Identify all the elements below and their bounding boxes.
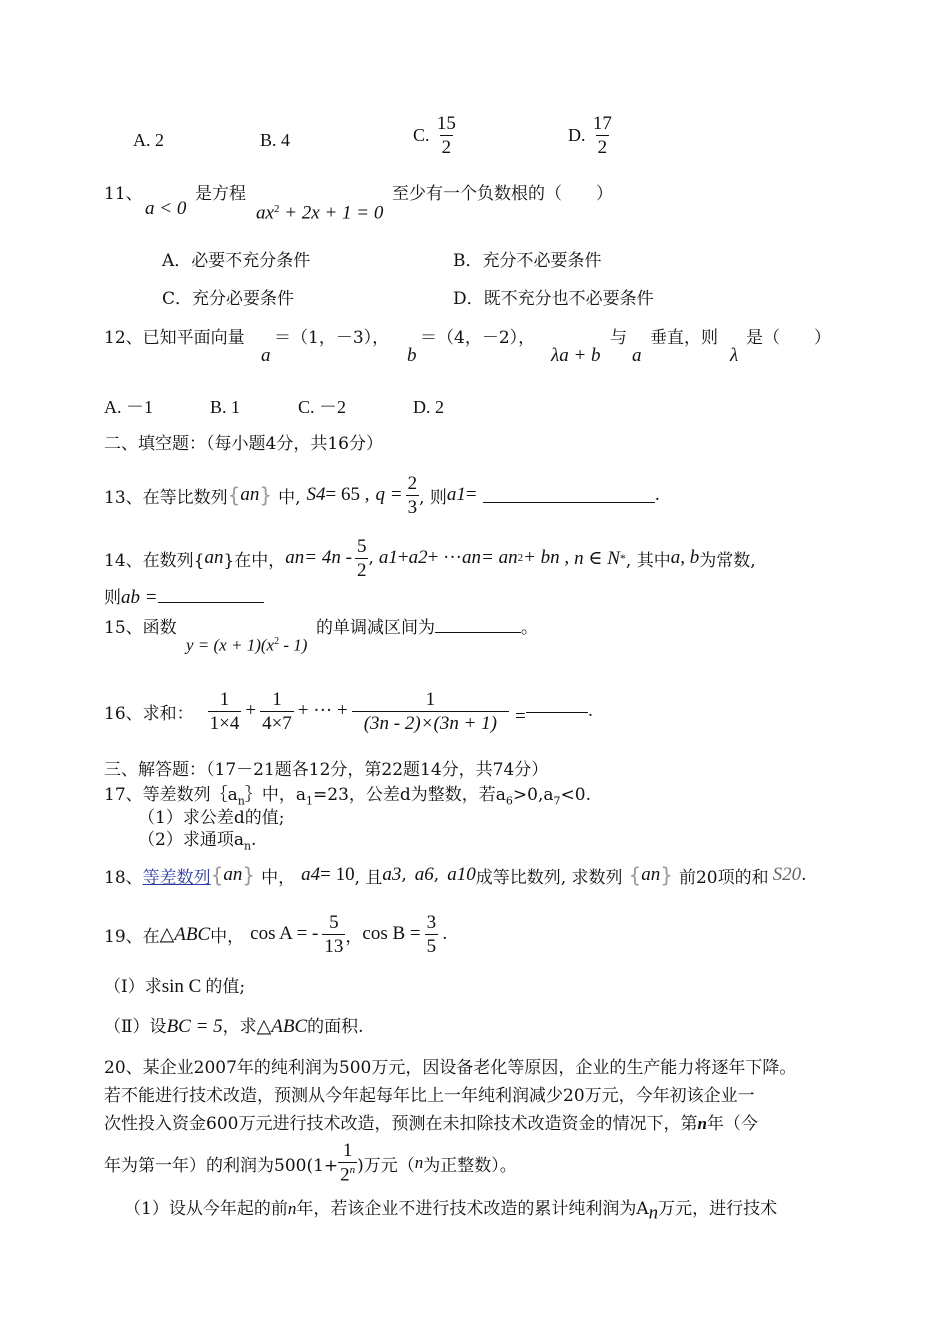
q11-option-c [162,288,294,310]
q13-seq: a [240,484,250,505]
q15-func-exp: 2 [274,636,280,647]
q18-a4: a [301,864,311,885]
q20-line5-c: 万元，进行技术 [658,1199,778,1219]
q16-term3 [352,690,509,733]
q18-number: 18、 [104,867,143,888]
q12-option-a-text: A. －1 [104,397,153,417]
q15-number-text: 15、函数 [104,618,177,638]
q16-term1-num: 1 [219,688,230,710]
q20-line5-b: 年，若该企业不进行技术改造的累计纯利润为A [296,1199,649,1219]
q18-a6-sub: 6 [424,864,434,885]
q12-vector-a-symbol: a [261,345,271,366]
q11-text1 [195,183,246,205]
q18-brace-close-2: } [660,863,673,887]
q13-line [104,472,660,518]
q19-mid: 中， [210,926,245,947]
q16-line [104,686,593,736]
q12-option-a [104,396,153,419]
q14-sum-eq: = an [481,547,518,568]
q18-a4-sub: 4 [310,864,321,885]
q19-b-fraction [425,913,439,956]
q14-ab2: ab = [121,587,158,608]
q14-sum-a2-sub: 2 [418,547,428,568]
q12-option-d-text: D. 2 [413,397,444,417]
q10-d-denominator: 2 [597,137,608,158]
q15-func-end: - 1) [279,635,308,655]
q20-line4-a: 年为第一年）的利润为500(1+ [104,1155,339,1176]
q19-part2-b: ，求 [222,1017,257,1037]
q14-sum-rest: + bn , [523,547,570,568]
q18-mid: 中， [261,867,296,888]
q12-intro-text: 12、已知平面向量 [104,328,245,348]
q19-part2-a: （Ⅱ）设 [104,1017,167,1037]
q20-frac-num: 1 [342,1140,353,1162]
q11-option-b-text: B．充分不必要条件 [453,251,602,271]
q14-tail2: 为常数, [699,550,756,571]
q19-a-fraction [322,913,345,956]
section-2-heading [104,433,383,455]
q16-term1-den: 1×4 [209,712,240,734]
q14-sum-a1: a [378,547,389,568]
q11-text2 [392,183,613,205]
q14-sum-exp: 2 [517,552,524,564]
q16-answer-blank [526,698,588,713]
q16-dots: + ··· + [297,700,348,721]
q17-sub2-sub: n [243,839,252,853]
q12-lambda-symbol: λ [730,345,739,366]
q13-seq-sub: n [249,484,260,505]
q13-q-den: 3 [407,496,418,518]
q11-text2-span: 至少有一个负数根的（ ） [392,184,613,204]
q17-l1-b: ｝中，a [244,785,307,805]
q12-end-text: 是（ ） [746,328,831,348]
q11-text1-span: 是方程 [195,184,246,204]
q14-sum-an-sub: n [471,547,482,568]
section-2-heading-text: 二、填空题：（每小题4分，共16分） [104,434,383,454]
q20-line5 [124,1198,777,1224]
q18-brace-close: } [242,863,256,887]
q11-eq-left: ax [256,202,274,224]
q13-s4-val: = 65 , [325,484,370,505]
q14-answer-blank [158,588,264,603]
q19-comma: ， [345,926,363,947]
q20-frac-den [338,1162,357,1184]
q16-intro: 16、求和： [104,703,194,724]
q13-q: q = [375,484,403,505]
q18-line [104,857,807,893]
q17-l1-e: <0. [560,785,591,805]
q18-brace-open-2: { [628,863,642,887]
q14-sum-dots: + ··· [427,547,463,568]
q20-line5-sub: n [648,1202,659,1224]
q16-plus1: + [245,700,257,721]
q12-tail-text: 垂直，则 [650,328,718,348]
q10-option-d [568,114,614,157]
q18-a3: a [382,864,392,885]
q19-part2 [104,1016,364,1038]
q12-option-c-text: C. －2 [298,397,347,417]
q20-line1 [104,1057,796,1079]
q19-part2-bc: BC = 5 [166,1016,223,1037]
q12-mid-text: 与 [610,328,627,348]
q12-vector-a2-symbol: a [632,345,642,366]
q14-an-sub: n [294,547,305,568]
q14-sum-plus: + [397,547,409,568]
q19-end: . [442,924,448,944]
q18-comma2: , [433,865,440,885]
q20-line3 [104,1113,758,1135]
q15-function [186,631,307,657]
q19-part1-a: （Ⅰ）求 [104,977,162,997]
q11-option-a [162,250,310,272]
q19-a-num: 5 [329,911,339,933]
q18-s20: S [772,864,783,885]
q18-a10: a [447,864,457,885]
q19-line [104,909,448,959]
q10-option-a-text: A. 2 [133,130,164,150]
q18-link[interactable]: 等差数列 [142,867,211,888]
q13-brace-open: { [227,483,241,507]
q16-term3-den: (3n - 2)×(3n + 1) [352,711,509,733]
q12-mid [610,327,627,349]
q14-intro: 14、在数列{ [104,550,205,571]
q12-value-a [274,327,389,349]
q16-term2-den: 4×7 [262,712,292,734]
q18-a6: a [414,864,425,885]
q12-option-b-text: B. 1 [210,397,241,417]
q11-option-a-text: A．必要不充分条件 [162,251,311,271]
q19-part2-tri: △ABC [256,1016,308,1037]
q14-frac-den: 2 [356,559,367,581]
q16-eq: = [515,706,526,727]
q20-line4-c: 为正整数）。 [423,1155,517,1176]
q14-sum-an: a [462,547,472,568]
q20-line3-n: n [697,1114,707,1133]
section-3-heading [104,759,548,781]
q11-eq-exp: 2 [273,203,280,215]
q17-sub2 [138,829,256,857]
q13-end: . [654,485,660,505]
q15-tail [316,617,538,639]
q18-end: . [801,865,807,885]
q18-seq2-sub: n [650,864,661,885]
q13-mid: 中, [278,487,301,508]
q18-seq-sub: n [232,864,243,885]
q20-line3-b: 年（今 [706,1114,758,1134]
q13-a1-sub: 1 [456,484,466,505]
q18-brace-open: { [210,863,224,887]
q12-vector-a2 [632,345,642,367]
q14-fraction [355,537,369,580]
q14-comma: , [368,548,374,568]
q20-line2-text: 若不能进行技术改造，预测从今年起每年比上一年纯利润减少20万元，今年初该企业一 [104,1086,755,1106]
q17-l1-a: 17、等差数列｛a [104,785,238,805]
q20-line4-n: n [414,1153,424,1172]
q20-fraction [338,1141,357,1184]
q11-condition [145,198,186,220]
section-3-heading-text: 三、解答题：（17－21题各12分，第22题14分，共74分） [104,760,549,780]
q16-end: . [587,701,594,721]
q17-l1-sub3: 6 [505,794,513,808]
q19-b-num: 3 [426,911,437,933]
q18-a3-sub: 3 [391,864,402,885]
q11-number [104,183,143,205]
q12-combo-expr: λa + b [551,345,601,366]
q13-eq: = [465,484,477,505]
q18-and: , 且 [354,867,383,888]
q19-a-den: 13 [324,935,344,957]
q12-combo [551,345,601,367]
q17-sub1 [138,807,284,829]
q14-ab: a, b [670,547,700,568]
q18-comma1: , [401,865,407,885]
q11-equation [256,198,383,225]
q11-condition-text: a < 0 [145,198,187,219]
q20-frac-den-base: 2 [340,1164,350,1186]
q12-end [746,327,831,349]
q17-l1-sub2: 1 [306,794,314,808]
q17-l1-d: >0,a [512,785,554,805]
q19-part1-b: 的值; [205,977,246,997]
q10-option-b [260,129,290,152]
q14-an: a [285,547,295,568]
q17-l1-sub4: 7 [553,794,561,808]
q10-option-c-label: C. [413,125,430,145]
q11-option-d [453,288,654,310]
q14-seq: a [204,547,214,568]
q13-s4-sub: 4 [316,484,326,505]
q13-q-fraction [406,474,420,517]
q10-d-numerator: 17 [592,113,612,134]
q10-c-denominator: 2 [441,137,452,158]
q14-mid: }在中， [223,550,286,571]
q20-frac-den-exp: n [349,1164,356,1177]
q19-cosA: cos A = - [250,923,319,944]
q18-seq2: a [641,864,651,885]
q15-tail-text: 的单调减区间为 [316,618,435,638]
q16-term3-num: 1 [425,688,436,710]
q12-option-c [298,396,346,419]
q14-sum-a1-sub: 1 [388,547,398,568]
q13-then: , 则 [419,487,447,508]
q10-option-b-text: B. 4 [260,130,291,150]
q18-tail: 成等比数列, 求数列 [475,867,623,888]
q13-intro: 13、在等比数列 [104,487,228,508]
q20-line4 [104,1140,517,1186]
q10-option-d-fraction [591,114,614,157]
q15-func: y = (x + 1)(x [186,635,275,655]
q15-number [104,617,177,639]
q20-line2 [104,1085,755,1107]
q18-seq: a [223,864,233,885]
q14-n-in: n ∈ N [574,547,620,569]
q19-part1-sin: sin C [161,976,202,997]
q14-sum-a2: a [408,547,419,568]
q18-a4-val: = 10 [320,864,355,885]
q14-an-eq: = 4n - [304,547,352,568]
q12-vector-a [261,345,271,367]
q11-option-c-text: C．充分必要条件 [162,289,295,309]
q20-line1-text: 20、某企业2007年的纯利润为500万元，因设备老化等原因，企业的生产能力将逐年下降。 [104,1058,797,1078]
q12-value-b-text: ＝（4，－2）， [420,328,536,348]
q11-option-b [453,250,602,272]
q14-seq-sub: n [213,547,224,568]
q16-term2-num: 1 [272,688,282,710]
q10-option-c-fraction [435,114,458,157]
q15-end: 。 [521,618,538,638]
q12-intro [104,327,245,349]
q17-sub2-b: . [251,830,257,850]
q15-answer-blank [435,618,521,633]
q16-term2 [260,690,294,733]
q12-value-b [420,327,535,349]
q20-line4-b: )万元（ [357,1155,415,1176]
q18-a10-sub: 10 [456,864,476,885]
q13-q-num: 2 [407,472,418,494]
q10-option-a [133,129,164,152]
q14-n-star: * [619,550,626,565]
q14-line2-text: 则 [104,588,121,608]
q19-part1 [104,976,245,998]
q20-line5-a: （1）设从今年起的前 [124,1199,288,1219]
q16-term1 [208,690,242,733]
q14-frac-num: 5 [356,535,367,557]
q19-triangle: △ABC [159,923,211,945]
q12-value-a-text: ＝（1，－3）， [274,328,390,348]
q19-intro: 19、在 [104,926,160,947]
q20-line5-n: n [287,1199,297,1218]
q14-line1 [104,534,756,582]
q11-number-text: 11、 [104,184,143,204]
q12-option-d [413,396,444,419]
q18-s20-sub: 20 [782,864,802,885]
q14-tail: , 其中 [625,550,671,571]
q10-option-c [413,114,458,157]
q19-b-den: 5 [426,935,437,957]
q20-line3-a: 次性投入资金600万元进行技术改造，预测在未扣除技术改造资金的情况下，第 [104,1114,698,1134]
q13-a1: a [446,484,457,505]
q13-brace-close: } [259,483,273,507]
q18-tail2: 前20项的和 [678,867,769,888]
q12-option-b [210,396,240,419]
q12-tail [650,327,718,349]
q17-l1-c: =23，公差d为整数，若a [313,785,506,805]
q10-option-d-label: D. [568,125,586,145]
q17-l1-sub: n [237,794,245,808]
q13-answer-blank [483,488,655,503]
q17-sub2-a: （2）求通项a [138,830,244,850]
q11-eq-right: + 2x + 1 = 0 [279,202,384,224]
q10-c-numerator: 15 [436,113,456,134]
q12-vector-b [407,345,417,367]
q11-option-d-text: D．既不充分也不必要条件 [453,289,654,309]
q19-cosB: cos B = [362,923,421,944]
q13-s4: S [306,484,317,505]
q12-vector-b-symbol: b [407,345,417,366]
q19-part2-c: 的面积. [307,1017,364,1037]
q12-lambda [730,345,738,367]
q14-line2 [104,587,264,609]
q17-sub1-text: （1）求公差d的值; [138,808,285,828]
